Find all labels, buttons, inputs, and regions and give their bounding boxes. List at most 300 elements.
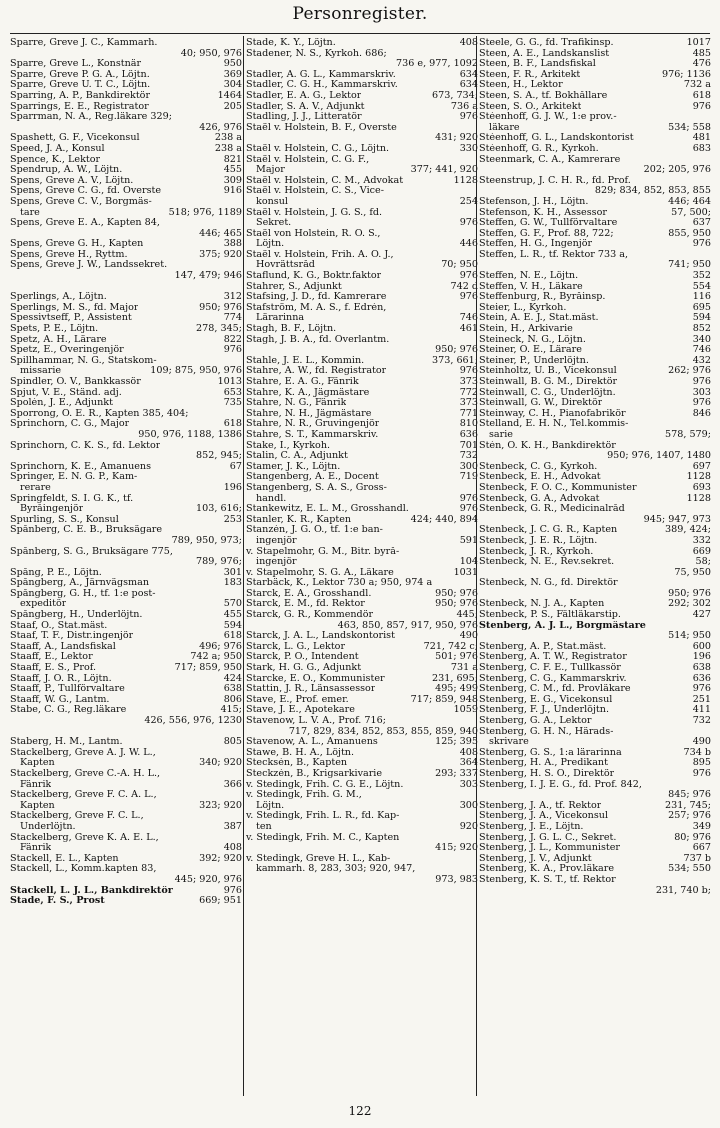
- index-entry: [246, 663, 478, 674]
- entry-name: Stenberg, C. F. E., Tullkassör: [479, 663, 621, 674]
- column-divider: [243, 36, 244, 1096]
- entry-pages: 375; 920: [199, 249, 242, 260]
- entry-pages: 846: [692, 408, 711, 419]
- entry-name: Stenberg, C. G., Kammarskriv.: [479, 673, 627, 684]
- index-entry: [10, 547, 242, 558]
- entry-name: Underlöjtn.: [20, 821, 76, 832]
- index-entry: [246, 250, 478, 261]
- entry-name: Steffen, L. R., tf. Rektor 733 a,: [479, 249, 628, 260]
- index-entry: [10, 589, 242, 600]
- index-entry: [479, 854, 711, 865]
- entry-pages: 293; 337: [435, 768, 478, 779]
- entry-pages: 945; 947, 973: [643, 514, 711, 525]
- entry-name: Spens, Greve A. V., Löjtn.: [10, 175, 134, 186]
- entry-name: Steier, L., Kyrkoh.: [479, 302, 567, 313]
- entry-name: Spens, Greve C. G., fd. Överste: [10, 186, 162, 197]
- entry-name: Stahre, N. R., Gruvingenjör: [246, 419, 380, 430]
- index-entry: [479, 568, 711, 579]
- index-entry: [479, 801, 711, 812]
- index-entry: [246, 49, 478, 60]
- entry-pages: [708, 875, 711, 886]
- entry-pages: 445;: [456, 610, 478, 621]
- index-entry: [10, 282, 242, 293]
- index-entry: [10, 144, 242, 155]
- entry-name: Stahre, A. W., fd. Registrator: [246, 366, 387, 377]
- entry-name: Spens, Greve G. H., Kapten: [10, 239, 144, 250]
- entry-pages: 455: [223, 610, 242, 621]
- entry-pages: 591: [459, 535, 478, 546]
- entry-name: Staël v. Holstein, C. S., Vice-: [246, 186, 384, 197]
- index-entry: [10, 642, 242, 653]
- entry-pages: 446; 464: [668, 196, 711, 207]
- index-entry: [10, 864, 242, 875]
- entry-pages: [239, 589, 242, 600]
- index-entry: [479, 599, 711, 610]
- entry-name: v. Stedingk, Greve H. L., Kab-: [246, 853, 391, 864]
- entry-name: Starck, E. M., fd. Rektor: [246, 599, 365, 610]
- index-entry: [246, 748, 478, 759]
- index-entry: [479, 430, 711, 441]
- index-entry: [479, 737, 711, 748]
- index-entry: [10, 737, 242, 748]
- index-entry: [479, 864, 711, 875]
- index-entry: [10, 218, 242, 229]
- entry-name: Stamer, J. K., Löjtn.: [246, 461, 341, 472]
- entry-pages: 424: [223, 673, 242, 684]
- index-entry: [479, 133, 711, 144]
- index-entry: [479, 705, 711, 716]
- index-entry: [246, 462, 478, 473]
- entry-name: Staaff, E., Lektor: [10, 652, 93, 663]
- entry-name: Stenberg, J. L., Kommunister: [479, 843, 620, 854]
- index-entry: [246, 303, 478, 314]
- index-entry: [10, 260, 242, 271]
- index-entry: [246, 610, 478, 621]
- entry-name: Stenberg, G. S., 1:a lärarinna: [479, 747, 622, 758]
- index-entry: [479, 176, 711, 187]
- entry-pages: 300: [459, 800, 478, 811]
- entry-name: Stade, F. S., Prost: [10, 896, 105, 907]
- entry-pages: 736 e, 977, 1092: [396, 59, 478, 70]
- entry-pages: 719: [459, 472, 478, 483]
- index-entry: [246, 430, 478, 441]
- entry-pages: 1128: [453, 175, 478, 186]
- index-entry: [246, 176, 478, 187]
- entry-name: Stenberg, E. G., Vicekonsul: [479, 694, 613, 705]
- entry-name: Stenberg, J. A., tf. Rektor: [479, 800, 602, 811]
- entry-pages: [239, 472, 242, 483]
- index-entry: [246, 133, 478, 144]
- entry-name: Staël v. Holstein, C. G., Löjtn.: [246, 143, 390, 154]
- index-entry: [246, 652, 478, 663]
- entry-pages: 618: [223, 419, 242, 430]
- index-entry: [246, 790, 478, 801]
- header-rule: [10, 33, 710, 34]
- index-entry: [246, 536, 478, 547]
- entry-pages: 973, 983: [435, 874, 478, 885]
- index-entry: [246, 547, 478, 558]
- index-entry: [10, 398, 242, 409]
- index-entry: [246, 811, 478, 822]
- index-entry: [10, 91, 242, 102]
- index-entry: [479, 472, 711, 483]
- index-entry: [479, 49, 711, 60]
- entry-pages: 446: [459, 239, 478, 250]
- entry-name: Stackelberg, Greve A. J. W. L.,: [10, 747, 156, 758]
- entry-pages: [708, 727, 711, 738]
- index-entry: [479, 186, 711, 197]
- index-entry: [10, 313, 242, 324]
- entry-name: Springer, E. N. G. P., Kam-: [10, 472, 138, 483]
- index-entry: [479, 610, 711, 621]
- entry-pages: 103, 616;: [196, 504, 242, 515]
- entry-name: Spurling, S. S., Konsul: [10, 514, 119, 525]
- entry-name: expeditör: [20, 599, 67, 610]
- column-divider: [476, 36, 477, 1096]
- entry-pages: 58;: [695, 557, 711, 568]
- index-entry: [479, 515, 711, 526]
- entry-pages: 732: [692, 716, 711, 726]
- entry-name: Sprinchorn, C. G., Major: [10, 419, 130, 430]
- entry-pages: 455: [223, 165, 242, 176]
- entry-pages: 976: [459, 218, 478, 229]
- index-entry: [246, 165, 478, 176]
- index-column-1: [10, 38, 242, 1093]
- entry-pages: 340: [692, 334, 711, 345]
- index-entry: [246, 208, 478, 219]
- index-entry: [479, 441, 711, 452]
- index-entry: [479, 886, 711, 897]
- index-entry: [10, 705, 242, 716]
- entry-pages: 411: [692, 705, 711, 716]
- index-entry: [10, 303, 242, 314]
- page-title: Personregister.: [292, 4, 428, 24]
- entry-name: Sparring, A. P., Bankdirektör: [10, 90, 151, 101]
- entry-pages: [239, 547, 242, 558]
- index-entry: [10, 356, 242, 367]
- entry-pages: 116: [692, 292, 711, 303]
- entry-name: Stenberg, J. V., Adjunkt: [479, 853, 592, 864]
- index-entry: [246, 515, 478, 526]
- entry-pages: 976: [459, 504, 478, 515]
- index-entry: [246, 833, 478, 844]
- entry-name: Stenberg, H. A., Predikant: [479, 758, 608, 769]
- entry-pages: 746: [459, 313, 478, 324]
- entry-pages: 742 a; 950: [190, 652, 242, 663]
- entry-name: Stenbeck, N. E., Rev.sekret.: [479, 557, 615, 568]
- entry-name: Stenberg, J. E., Löjtn.: [479, 821, 584, 832]
- index-entry: [246, 186, 478, 197]
- entry-name: Stelland, E. H. N., Tel.kommis-: [479, 419, 629, 430]
- entry-name: Stankewitz, E. L. M., Grosshandl.: [246, 504, 409, 515]
- index-entry: [246, 864, 478, 875]
- index-entry: [479, 409, 711, 420]
- entry-name: Stadler, A. G. L., Kammarskriv.: [246, 69, 396, 80]
- index-entry: [246, 780, 478, 791]
- entry-pages: 534; 550: [668, 864, 711, 875]
- index-entry: [10, 758, 242, 769]
- index-entry: [246, 409, 478, 420]
- index-entry: [10, 568, 242, 579]
- index-entry: [246, 716, 478, 727]
- entry-pages: 771: [459, 408, 478, 419]
- index-entry: [479, 356, 711, 367]
- index-entry: [10, 229, 242, 240]
- entry-name: Steinwall, B. G. M., Direktör: [479, 377, 618, 387]
- index-entry: [10, 483, 242, 494]
- entry-name: Stenberg, G. A., Lektor: [479, 716, 592, 726]
- entry-name: Stenberg, K. S. T., tf. Rektor: [479, 874, 616, 885]
- entry-name: Stackelberg, Greve K. A. E. L.,: [10, 832, 159, 843]
- entry-pages: 855, 950: [668, 228, 711, 239]
- entry-name: Staël v. Holstein, B. F., Överste: [246, 122, 397, 133]
- entry-name: Spens, Greve J. W., Landssekret.: [10, 260, 168, 271]
- entry-name: Stenberg, F. J., Underlöjtn.: [479, 705, 610, 716]
- entry-pages: 950; 976: [668, 588, 711, 599]
- entry-name: Stackell, E. L., Kapten: [10, 853, 119, 864]
- entry-pages: 732 a: [683, 80, 711, 91]
- entry-pages: 202; 205, 976: [643, 165, 711, 176]
- index-entry: [10, 70, 242, 81]
- index-entry: [246, 144, 478, 155]
- index-entry: [479, 663, 711, 674]
- entry-name: Starbäck, K., Lektor 730 a; 950, 974 a: [246, 578, 433, 589]
- index-entry: [10, 250, 242, 261]
- index-entry: [246, 282, 478, 293]
- entry-pages: 821: [223, 154, 242, 165]
- entry-pages: 976: [459, 292, 478, 303]
- entry-pages: 638: [692, 663, 711, 674]
- entry-pages: 304: [223, 80, 242, 91]
- entry-name: Sparrman, N. A., Reg.läkare 329;: [10, 112, 172, 123]
- index-entry: [479, 578, 711, 589]
- entry-pages: 976: [692, 768, 711, 779]
- entry-name: Spens, Greve C. V., Borgmäs-: [10, 196, 152, 207]
- entry-pages: 789, 976;: [196, 557, 242, 568]
- entry-pages: [239, 790, 242, 801]
- entry-name: Steffen, N. E., Löjtn.: [479, 271, 579, 282]
- entry-pages: 70; 950: [441, 260, 478, 271]
- index-entry: [10, 165, 242, 176]
- index-entry: [10, 663, 242, 674]
- entry-name: Spetz, E., Överingenjör: [10, 345, 124, 356]
- index-entry: [479, 716, 711, 727]
- entry-pages: 636: [459, 429, 478, 440]
- entry-name: Stadling, J. J., Litteratör: [246, 112, 362, 123]
- index-entry: [479, 811, 711, 822]
- entry-name: Stenbeck, F. O. C., Kommunister: [479, 482, 637, 493]
- entry-name: Stahre, N. G., Fänrik: [246, 398, 347, 409]
- entry-name: Löjtn.: [256, 239, 285, 250]
- entry-name: Stenberg, A. T. W., Registrator: [479, 652, 627, 663]
- entry-pages: 340; 920: [199, 758, 242, 769]
- entry-pages: 301: [223, 567, 242, 578]
- entry-name: läkare: [489, 122, 520, 133]
- index-entry: [10, 451, 242, 462]
- entry-pages: 976: [692, 398, 711, 409]
- entry-name: Stangenberg, S. A. S., Gross-: [246, 482, 387, 493]
- index-entry: [10, 208, 242, 219]
- index-entry: [246, 398, 478, 409]
- entry-pages: 976: [692, 101, 711, 112]
- entry-name: Steiner, P., Underlöjtn.: [479, 355, 589, 366]
- entry-pages: 950; 976: [199, 302, 242, 313]
- entry-pages: 594: [692, 313, 711, 324]
- index-entry: [246, 155, 478, 166]
- entry-name: Stackelberg, Greve F. C. A. L.,: [10, 790, 157, 801]
- index-entry: [246, 684, 478, 695]
- entry-pages: [239, 769, 242, 780]
- entry-name: Stein, H., Arkivarie: [479, 324, 573, 335]
- entry-pages: 976; 1136: [661, 69, 711, 80]
- entry-name: Steffen, G. F., Prof. 88, 722;: [479, 228, 614, 239]
- index-entry: [479, 229, 711, 240]
- entry-pages: 427: [692, 610, 711, 621]
- entry-name: Stackell, L. J. L., Bankdirektör: [10, 885, 173, 896]
- entry-name: Stadler, S. A. V., Adjunkt: [246, 101, 365, 112]
- index-entry: [10, 112, 242, 123]
- entry-pages: [239, 356, 242, 367]
- entry-pages: 976: [223, 345, 242, 356]
- index-entry: [246, 737, 478, 748]
- entry-name: Sparre, Greve U. T. C., Löjtn.: [10, 80, 151, 91]
- entry-pages: 262; 976: [668, 366, 711, 377]
- index-entry: [246, 335, 478, 346]
- index-entry: [10, 578, 242, 589]
- entry-name: Starcke, E. O., Kommunister: [246, 673, 385, 684]
- index-entry: [479, 504, 711, 515]
- index-entry: [479, 239, 711, 250]
- index-entry: [10, 123, 242, 134]
- index-entry: [246, 80, 478, 91]
- entry-name: Stackelberg, Greve F. C. L.,: [10, 811, 144, 822]
- entry-name: kammarh. 8, 283, 303; 920, 947,: [256, 864, 416, 875]
- entry-pages: 196: [692, 652, 711, 663]
- entry-pages: 251: [692, 694, 711, 705]
- entry-name: Steiner, O. E., Lärare: [479, 345, 582, 356]
- entry-pages: 805: [223, 737, 242, 748]
- index-entry: [479, 123, 711, 134]
- entry-pages: 424; 440, 894: [410, 514, 478, 525]
- entry-name: Spolén, J. E., Adjunkt: [10, 398, 113, 409]
- entry-name: Stenbeck, P. S., Fältläkarstip.: [479, 610, 621, 621]
- entry-pages: 594: [223, 620, 242, 631]
- index-entry: [479, 758, 711, 769]
- index-entry: [479, 769, 711, 780]
- index-entry: [479, 631, 711, 642]
- entry-name: Stadener, N. S., Kyrkoh. 686;: [246, 48, 387, 59]
- index-entry: [10, 176, 242, 187]
- entry-pages: [708, 419, 711, 430]
- entry-name: Stangenberg, A. E., Docent: [246, 472, 379, 483]
- entry-pages: [239, 833, 242, 844]
- index-entry: [246, 388, 478, 399]
- index-entry: [479, 398, 711, 409]
- entry-pages: 669: [692, 546, 711, 557]
- entry-name: Spence, K., Lektor: [10, 154, 101, 165]
- entry-name: Stenberg, H. S. O., Direktör: [479, 768, 615, 779]
- entry-name: Steffen, V. H., Läkare: [479, 281, 583, 292]
- entry-name: Stenberg, J. G. L. C., Sekret.: [479, 832, 617, 843]
- index-entry: [246, 70, 478, 81]
- index-entry: [10, 790, 242, 801]
- index-entry: [246, 674, 478, 685]
- entry-name: Stabe, C. G., Reg.läkare: [10, 705, 127, 716]
- entry-pages: [708, 112, 711, 123]
- entry-pages: 742 d: [450, 281, 478, 292]
- index-entry: [10, 525, 242, 536]
- index-entry: [10, 271, 242, 282]
- entry-name: handl.: [256, 493, 287, 504]
- entry-pages: 238 a: [214, 133, 242, 144]
- entry-pages: 231, 695;: [432, 673, 478, 684]
- index-entry: [10, 49, 242, 60]
- entry-pages: 104: [459, 557, 478, 568]
- entry-pages: 40; 950, 976: [180, 48, 242, 59]
- index-entry: [246, 854, 478, 865]
- entry-name: Starck, G. R., Kommendör: [246, 610, 374, 621]
- entry-pages: 389, 424;: [665, 525, 711, 536]
- entry-pages: 1059: [453, 705, 478, 716]
- entry-name: Staaf, T. F., Distr.ingenjör: [10, 631, 134, 642]
- entry-pages: 431; 920: [435, 133, 478, 144]
- entry-pages: 634: [459, 69, 478, 80]
- entry-pages: 806: [223, 694, 242, 705]
- index-entry: [10, 292, 242, 303]
- index-entry: [479, 727, 711, 738]
- entry-pages: 312: [223, 292, 242, 303]
- entry-pages: 976: [459, 271, 478, 282]
- entry-pages: [708, 504, 711, 515]
- index-column-2: [246, 38, 478, 1093]
- index-entry: [479, 451, 711, 462]
- entry-name: Stahre, E. A. G., Fänrik: [246, 377, 359, 387]
- index-entry: [479, 790, 711, 801]
- entry-name: ingenjör: [256, 557, 297, 568]
- entry-name: Staël v. Holstein, C. M., Advokat: [246, 175, 404, 186]
- entry-name: Stecksén, B., Kapten: [246, 758, 348, 769]
- entry-pages: 600: [692, 641, 711, 652]
- entry-name: Stenbeck, G. R., Medicinalråd: [479, 504, 625, 515]
- entry-pages: 578, 579;: [665, 429, 711, 440]
- index-entry: [246, 472, 478, 483]
- index-entry: [246, 419, 478, 430]
- entry-name: Spångberg, G. H., tf. 1:e post-: [10, 588, 156, 599]
- entry-pages: [708, 176, 711, 187]
- entry-name: Stake, I., Kyrkoh.: [246, 440, 331, 451]
- index-entry: [479, 684, 711, 695]
- index-entry: [479, 260, 711, 271]
- entry-name: Stenbeck, N. J. A., Kapten: [479, 599, 605, 610]
- entry-name: Stenbeck, J. R., Kyrkoh.: [479, 546, 594, 557]
- index-entry: [479, 525, 711, 536]
- index-entry: [479, 483, 711, 494]
- entry-name: Stein, A. E. J., Stat.mäst.: [479, 313, 599, 324]
- entry-name: Stenberg, A. P., Stat.mäst.: [479, 641, 607, 652]
- entry-pages: 618: [692, 90, 711, 101]
- entry-pages: 734 b: [683, 747, 711, 758]
- index-entry: [10, 133, 242, 144]
- index-entry: [479, 155, 711, 166]
- entry-name: Stefenson, K. H., Assessor: [479, 207, 607, 218]
- entry-pages: [708, 780, 711, 791]
- entry-name: Steffenburg, R., Byråinsp.: [479, 292, 606, 303]
- index-entry: [246, 599, 478, 610]
- entry-name: Stahre, N. H., Jägmästare: [246, 408, 372, 419]
- entry-pages: [239, 811, 242, 822]
- entry-pages: [239, 864, 242, 875]
- index-entry: [10, 621, 242, 632]
